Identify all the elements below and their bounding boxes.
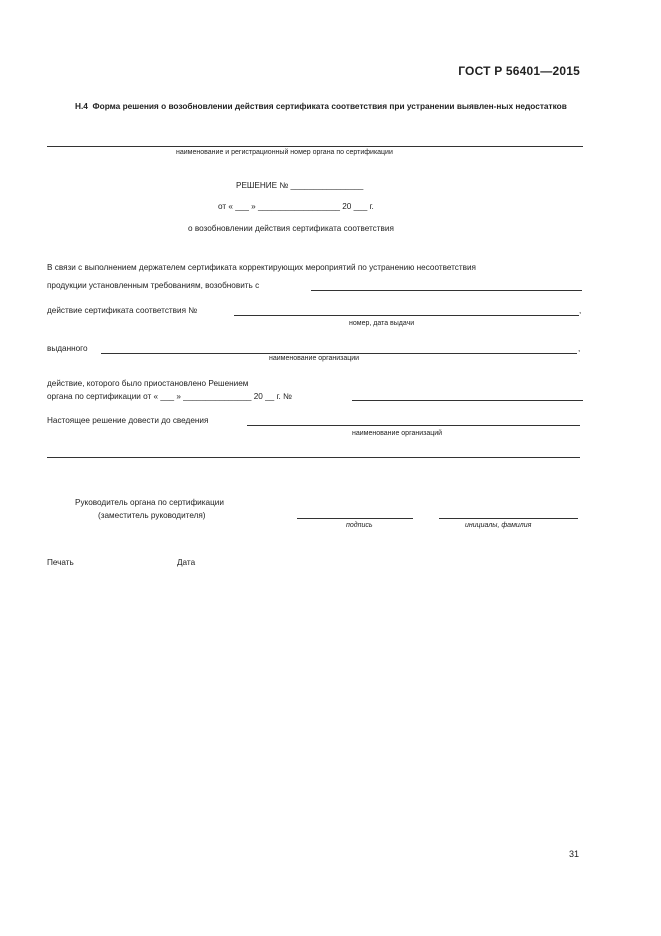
suspended-line-1: действие, которого было приостановлено Решением [47, 379, 249, 388]
certificate-number-line [234, 315, 579, 316]
section-number: Н.4 [75, 101, 88, 111]
signature-line [297, 518, 413, 519]
stamp-label: Печать [47, 558, 74, 567]
certificate-line-comma: , [579, 306, 582, 315]
decision-date-line: от « ___ » __________________ 20 ___ г. [218, 202, 374, 211]
decision-number-blank: ________________ [290, 181, 364, 190]
resume-date-line [311, 290, 582, 291]
initials-line [439, 518, 578, 519]
issued-label: выданного [47, 344, 88, 353]
paragraph-line-1: В связи с выполнением держателем сертификата корректирующих мероприятий по устранению несоответствия [47, 263, 476, 272]
issued-line-comma: , [578, 344, 581, 353]
notify-label: Настоящее решение довести до сведения [47, 416, 209, 425]
date-label: Дата [177, 558, 196, 567]
certificate-number-caption: номер, дата выдачи [349, 320, 415, 327]
certification-body-line [47, 146, 583, 147]
initials-caption: инициалы, фамилия [465, 522, 532, 529]
decision-label: РЕШЕНИЕ № [236, 181, 289, 190]
issued-organization-caption: наименование организации [269, 355, 360, 362]
suspended-decision-number-line [352, 400, 583, 401]
head-title-line-2: (заместитель руководителя) [98, 511, 206, 520]
certificate-number-label: действие сертификата соответствия № [47, 306, 198, 315]
section-title: Форма решения о возобновлении действия сертификата соответствия при устранении выявлен-ных недостатков [92, 101, 567, 111]
section-heading [47, 99, 583, 113]
certification-body-caption: наименование и регистрационный номер органа по сертификации [176, 149, 393, 156]
document-header: ГОСТ Р 56401—2015 [458, 64, 580, 78]
notify-organizations-caption: наименование организаций [352, 430, 443, 437]
decision-number-line [236, 181, 363, 190]
issued-organization-line [101, 353, 577, 354]
suspended-line-2: органа по сертификации от « ___ » _______________ 20 __ г. № [47, 392, 292, 401]
decision-subject: о возобновлении действия сертификата соответствия [188, 224, 394, 233]
notify-organizations-line-2 [47, 457, 580, 458]
paragraph-line-2: продукции установленным требованиям, возобновить с [47, 281, 260, 290]
notify-organizations-line [247, 425, 580, 426]
head-title-line-1: Руководитель органа по сертификации [75, 498, 224, 507]
page-number: 31 [569, 849, 580, 859]
signature-caption: подпись [346, 522, 373, 529]
